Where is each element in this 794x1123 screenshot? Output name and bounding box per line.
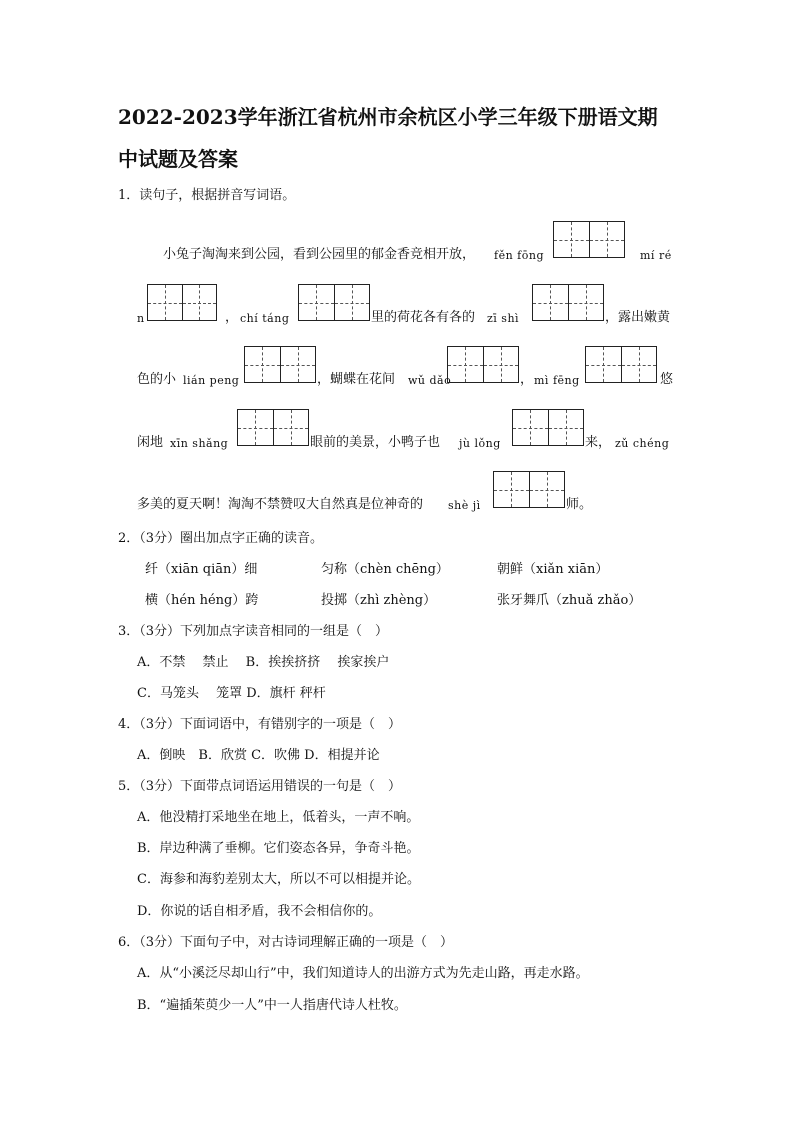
q1-r5-text1: 多美的夏天啊！淘淘不禁赞叹大自然真是位神奇的 <box>137 497 424 512</box>
q2-item[interactable]: 横（hén héng）跨 <box>145 593 259 608</box>
q4-stem: 4．（3分）下面词语中，有错别字的一项是（ ） <box>118 717 402 732</box>
q2-item[interactable]: 匀称（chèn chēng） <box>321 562 449 577</box>
answer-box-miren[interactable] <box>147 284 217 321</box>
q1-r3-text1: 色的小 <box>137 372 177 387</box>
q1-r5-text2: 师。 <box>566 497 593 512</box>
q1-r4-text1: 闲地 <box>137 435 164 450</box>
q2-item[interactable]: 投掷（zhì zhèng） <box>321 593 437 608</box>
q1-r2-sep: ， <box>225 310 239 325</box>
q1-r4-text3: 来， <box>585 435 612 450</box>
q1-pinyin-sheji: shè jì <box>448 499 481 512</box>
document-title-line2: 中试题及答案 <box>118 147 238 171</box>
q1-pinyin-xinshang: xīn shǎng <box>170 437 229 450</box>
q1-pinyin-n: n <box>137 312 145 325</box>
answer-box-sheji[interactable] <box>493 471 565 508</box>
q5-option-d: D．你说的话自相矛盾，我不会相信你的。 <box>137 904 382 919</box>
q6-stem: 6．（3分）下面句子中，对古诗词理解正确的一项是（ ） <box>118 935 454 950</box>
q2-item[interactable]: 纤（xiān qiān）细 <box>145 562 258 577</box>
q2-item[interactable]: 张牙舞爪（zhuǎ zhǎo） <box>497 593 642 608</box>
answer-box-wudao[interactable] <box>447 346 519 383</box>
q2-item[interactable]: 朝鲜（xiǎn xiān） <box>497 562 609 577</box>
answer-box-fenfang[interactable] <box>553 221 625 258</box>
answer-box-lianpeng[interactable] <box>244 346 316 383</box>
q5-option-c: C．海参和海豹差别太大，所以不可以相提并论。 <box>137 872 420 887</box>
answer-box-mifeng[interactable] <box>585 346 657 383</box>
q1-pinyin-wudao: wǔ dǎo <box>408 374 452 387</box>
q1-pinyin-chitang: chí táng <box>240 312 290 325</box>
q6-option-b: B．“遍插茱萸少一人”中一人指唐代诗人杜牧。 <box>137 998 407 1013</box>
q1-r2-text2: ，露出嫩黄 <box>605 310 671 325</box>
document-title-line1: 2022-2023学年浙江省杭州市余杭区小学三年级下册语文期 <box>118 105 658 129</box>
q3-options-row1: A．不禁 禁止 B．挨挨挤挤 挨家挨户 <box>137 655 390 670</box>
q4-options: A．倒映 B．欣赏 C．吹佛 D．相提并论 <box>137 748 380 763</box>
q1-pinyin-mire: mí ré <box>640 249 672 262</box>
answer-box-chitang[interactable] <box>298 284 370 321</box>
q5-option-a: A．他没精打采地坐在地上，低着头，一声不响。 <box>137 810 420 825</box>
q1-r3-text3: ， <box>520 372 534 387</box>
answer-box-xinshang[interactable] <box>237 409 309 446</box>
q1-pinyin-fenfang: fěn fōng <box>494 249 544 262</box>
q5-stem: 5．（3分）下面带点词语运用错误的一句是（ ） <box>118 779 402 794</box>
q1-r3-text2: ，蝴蝶在花间 <box>317 372 396 387</box>
answer-box-julong[interactable] <box>512 409 584 446</box>
q1-pinyin-julong: jù lǒng <box>459 437 501 450</box>
q5-option-b: B．岸边种满了垂柳。它们姿态各异，争奇斗艳。 <box>137 841 420 856</box>
q1-r1-text: 小兔子淘淘来到公园，看到公园里的郁金香竞相开放， <box>163 247 476 262</box>
q1-pinyin-zucheng: zǔ chéng <box>615 437 670 450</box>
q1-r3-text4: 悠 <box>660 372 674 387</box>
q1-stem: 1．读句子，根据拼音写词语。 <box>118 188 296 203</box>
q3-stem: 3．（3分）下列加点字读音相同的一组是（ ） <box>118 624 389 639</box>
q1-pinyin-mifeng: mì fēng <box>534 374 580 387</box>
q1-pinyin-lianpeng: lián peng <box>183 374 240 387</box>
q1-pinyin-zishi: zī shì <box>487 312 520 325</box>
q3-options-row2: C．马笼头 笼罩 D．旗杆 秤杆 <box>137 686 326 701</box>
answer-box-zitai[interactable] <box>532 284 604 321</box>
q1-r4-text2: 眼前的美景，小鸭子也 <box>310 435 441 450</box>
q2-stem: 2．（3分）圈出加点字正确的读音。 <box>118 531 324 546</box>
q1-r2-text1: 里的荷花各有各的 <box>371 310 476 325</box>
q6-option-a: A．从“小溪泛尽却山行”中，我们知道诗人的出游方式为先走山路，再走水路。 <box>137 966 589 981</box>
